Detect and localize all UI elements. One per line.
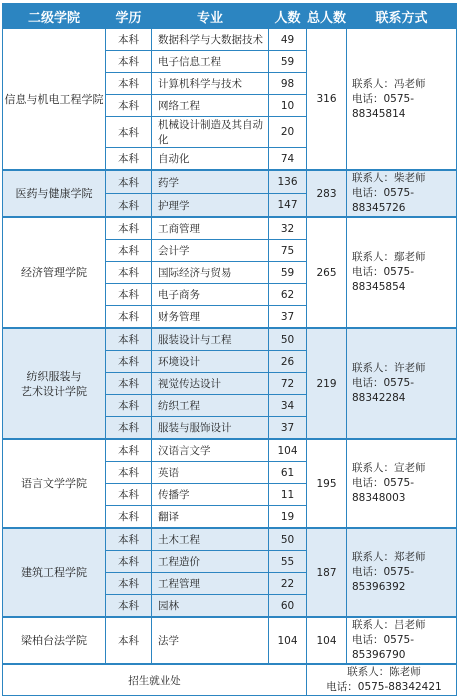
college-name-line: 纺织服装与 — [26, 369, 82, 383]
degree-cell: 本科 — [106, 306, 152, 329]
college-name — [3, 217, 106, 328]
major-cell: 计算机科学与技术 — [152, 73, 269, 95]
count-cell: 37 — [269, 306, 307, 329]
major-cell: 会计学 — [152, 240, 269, 262]
degree-cell: 本科 — [106, 29, 152, 51]
table-row — [3, 217, 457, 240]
college-name-line: 语言文学学院 — [21, 477, 87, 490]
college-name — [3, 617, 106, 664]
total-cell: 316 — [307, 29, 347, 171]
table-row — [3, 170, 457, 194]
table-row — [3, 617, 457, 664]
total-cell: 187 — [307, 528, 347, 617]
major-cell: 土木工程 — [152, 528, 269, 551]
major-cell: 传播学 — [152, 484, 269, 506]
table-row — [3, 328, 457, 351]
count-cell: 62 — [269, 284, 307, 306]
degree-cell: 本科 — [106, 395, 152, 417]
table-body — [3, 29, 457, 696]
major-cell: 翻译 — [152, 506, 269, 529]
count-cell: 98 — [269, 73, 307, 95]
college-name-line: 经济管理学院 — [21, 266, 87, 279]
degree-cell: 本科 — [106, 595, 152, 618]
count-cell: 147 — [269, 194, 307, 218]
degree-cell: 本科 — [106, 95, 152, 117]
major-cell: 服装设计与工程 — [152, 328, 269, 351]
count-cell: 59 — [269, 262, 307, 284]
major-cell: 工程管理 — [152, 573, 269, 595]
count-cell: 104 — [269, 617, 307, 664]
degree-cell: 本科 — [106, 573, 152, 595]
count-cell: 37 — [269, 417, 307, 440]
major-cell: 服装与服饰设计 — [152, 417, 269, 440]
count-cell: 75 — [269, 240, 307, 262]
contact-phone: 电话：0575-85396790 — [352, 634, 415, 661]
contact-phone: 电话：0575-88342421 — [326, 681, 442, 693]
contact-person: 联系人：宣老师 — [352, 462, 426, 474]
degree-cell: 本科 — [106, 417, 152, 440]
degree-cell: 本科 — [106, 484, 152, 506]
degree-cell: 本科 — [106, 351, 152, 373]
college-name-line: 艺术设计学院 — [21, 384, 87, 398]
college-name — [3, 328, 106, 439]
table-row — [3, 528, 457, 551]
table-row — [3, 29, 457, 51]
contact-person: 联系人：冯老师 — [352, 77, 426, 90]
office-name: 招生就业处 — [3, 664, 307, 696]
count-cell: 55 — [269, 551, 307, 573]
footer-row — [3, 664, 457, 696]
count-cell: 50 — [269, 528, 307, 551]
major-cell: 园林 — [152, 595, 269, 618]
header-major: 专业 — [152, 4, 269, 29]
count-cell: 136 — [269, 170, 307, 194]
header-count: 人数 — [269, 4, 307, 29]
degree-cell: 本科 — [106, 617, 152, 664]
contact-person: 联系人：郑老师 — [352, 551, 426, 563]
contact-phone: 电话：0575-88345726 — [352, 187, 415, 214]
count-cell: 74 — [269, 148, 307, 171]
major-cell: 国际经济与贸易 — [152, 262, 269, 284]
college-name-line: 医药与健康学院 — [15, 187, 93, 200]
major-cell: 英语 — [152, 462, 269, 484]
count-cell: 11 — [269, 484, 307, 506]
major-cell: 工商管理 — [152, 217, 269, 240]
major-cell: 汉语言文学 — [152, 439, 269, 462]
header-degree: 学历 — [106, 4, 152, 29]
admissions-table — [2, 3, 457, 696]
degree-cell: 本科 — [106, 373, 152, 395]
contact-phone: 电话：0575-88348003 — [352, 477, 415, 504]
count-cell: 50 — [269, 328, 307, 351]
major-cell: 护理学 — [152, 194, 269, 218]
contact-cell — [347, 170, 457, 217]
college-name-line: 建筑工程学院 — [21, 566, 87, 579]
count-cell: 22 — [269, 573, 307, 595]
footer-contact — [307, 664, 457, 696]
contact-cell — [347, 439, 457, 528]
major-cell: 法学 — [152, 617, 269, 664]
header-row — [3, 4, 457, 29]
degree-cell: 本科 — [106, 551, 152, 573]
major-cell: 网络工程 — [152, 95, 269, 117]
contact-phone: 电话：0575-88345814 — [352, 92, 415, 120]
college-name — [3, 29, 106, 171]
major-cell: 环境设计 — [152, 351, 269, 373]
count-cell: 61 — [269, 462, 307, 484]
contact-phone: 电话：0575-88342284 — [352, 377, 415, 404]
contact-cell — [347, 528, 457, 617]
table-row — [3, 439, 457, 462]
major-cell: 机械设计制造及其自动化 — [152, 117, 269, 148]
contact-phone: 电话：0575-85396392 — [352, 566, 415, 593]
degree-cell: 本科 — [106, 51, 152, 73]
degree-cell: 本科 — [106, 194, 152, 218]
contact-person: 联系人：陈老师 — [347, 666, 421, 678]
degree-cell: 本科 — [106, 528, 152, 551]
count-cell: 49 — [269, 29, 307, 51]
contact-phone: 电话：0575-88345854 — [352, 266, 415, 293]
major-cell: 工程造价 — [152, 551, 269, 573]
degree-cell: 本科 — [106, 462, 152, 484]
college-name — [3, 528, 106, 617]
count-cell: 59 — [269, 51, 307, 73]
degree-cell: 本科 — [106, 262, 152, 284]
major-cell: 电子信息工程 — [152, 51, 269, 73]
count-cell: 60 — [269, 595, 307, 618]
header-total: 总人数 — [307, 4, 347, 29]
degree-cell: 本科 — [106, 217, 152, 240]
major-cell: 纺织工程 — [152, 395, 269, 417]
total-cell: 265 — [307, 217, 347, 328]
count-cell: 10 — [269, 95, 307, 117]
total-cell: 283 — [307, 170, 347, 217]
count-cell: 34 — [269, 395, 307, 417]
count-cell: 20 — [269, 117, 307, 148]
college-name — [3, 439, 106, 528]
degree-cell: 本科 — [106, 170, 152, 194]
contact-person: 联系人：鄢老师 — [352, 251, 426, 263]
count-cell: 19 — [269, 506, 307, 529]
header-college: 二级学院 — [3, 4, 106, 29]
contact-cell — [347, 217, 457, 328]
degree-cell: 本科 — [106, 73, 152, 95]
degree-cell: 本科 — [106, 148, 152, 171]
count-cell: 26 — [269, 351, 307, 373]
degree-cell: 本科 — [106, 328, 152, 351]
contact-cell — [347, 29, 457, 171]
total-cell: 104 — [307, 617, 347, 664]
college-name-line: 梁柏台法学院 — [21, 634, 87, 647]
degree-cell: 本科 — [106, 117, 152, 148]
college-name-line: 信息与机电工程学院 — [4, 92, 104, 106]
major-cell: 药学 — [152, 170, 269, 194]
count-cell: 32 — [269, 217, 307, 240]
major-cell: 数据科学与大数据技术 — [152, 29, 269, 51]
contact-person: 联系人：柴老师 — [352, 172, 426, 184]
major-cell: 财务管理 — [152, 306, 269, 329]
count-cell: 104 — [269, 439, 307, 462]
major-cell: 视觉传达设计 — [152, 373, 269, 395]
degree-cell: 本科 — [106, 439, 152, 462]
total-cell: 195 — [307, 439, 347, 528]
contact-person: 联系人：许老师 — [352, 362, 426, 374]
degree-cell: 本科 — [106, 284, 152, 306]
college-name — [3, 170, 106, 217]
degree-cell: 本科 — [106, 240, 152, 262]
degree-cell: 本科 — [106, 506, 152, 529]
header-contact: 联系方式 — [347, 4, 457, 29]
major-cell: 自动化 — [152, 148, 269, 171]
total-cell: 219 — [307, 328, 347, 439]
contact-person: 联系人：吕老师 — [352, 619, 426, 631]
contact-cell — [347, 617, 457, 664]
contact-cell — [347, 328, 457, 439]
major-cell: 电子商务 — [152, 284, 269, 306]
count-cell: 72 — [269, 373, 307, 395]
